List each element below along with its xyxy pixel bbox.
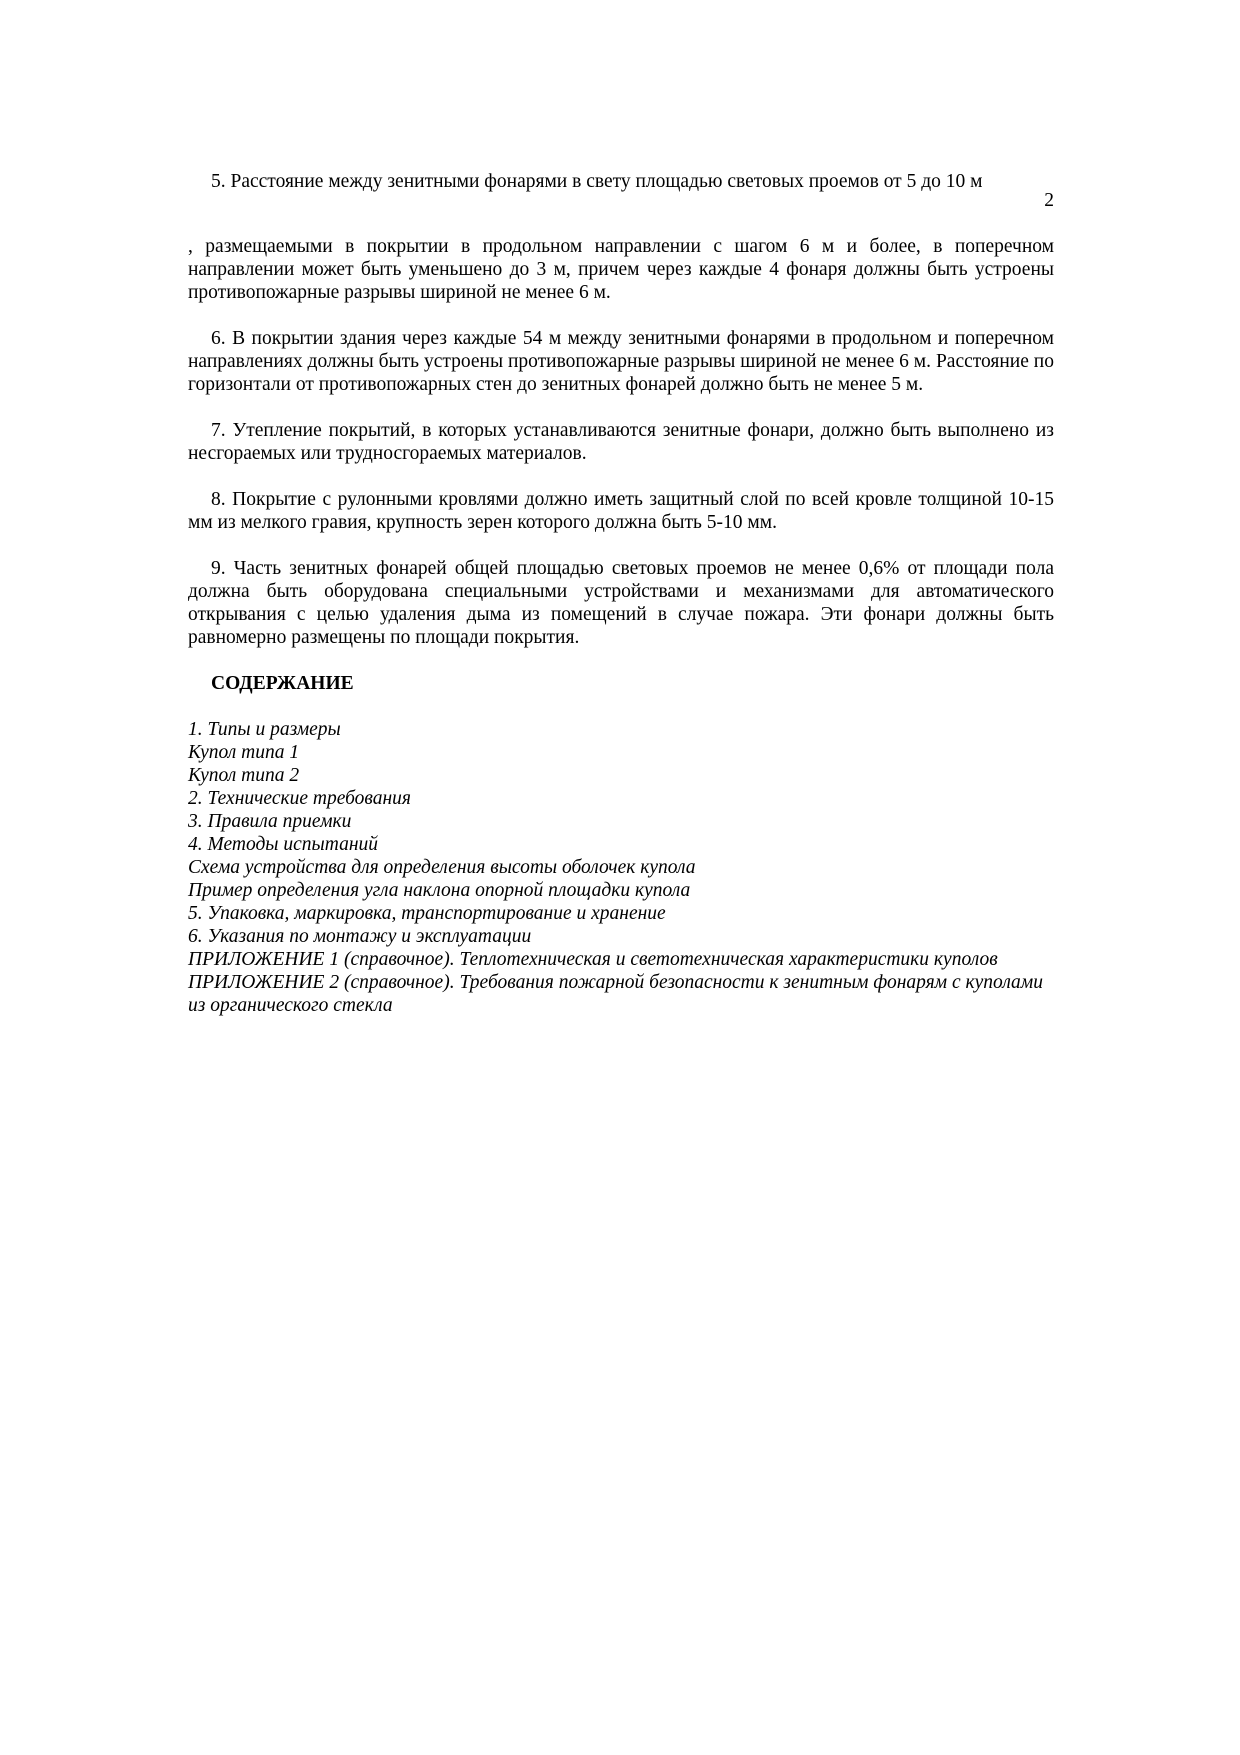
toc-item[interactable]: 2. Технические требования [188, 788, 411, 809]
toc-item[interactable]: 5. Упаковка, маркировка, транспортирование и хранение [188, 903, 666, 924]
paragraph-8: 8. Покрытие с рулонными кровлями должно иметь защитный слой по всей кровле толщиной 10-15 мм из мелкого гравия, крупность зерен которого должна быть 5-10 мм. [188, 489, 1054, 533]
paragraph-9: 9. Часть зенитных фонарей общей площадью световых проемов не менее 0,6% от площади пола должна быть оборудована специальными устройствами и механизмами для автоматического открывания с целью удаления дыма из помещений в случае пожара. Эти фонари должны быть равномерно размещены по площади покрытия. [188, 558, 1054, 648]
toc-item[interactable]: Купол типа 1 [188, 742, 300, 763]
toc-item[interactable]: ПРИЛОЖЕНИЕ 2 (справочное). Требования пожарной безопасности к зенитным фонарям с куполами из органического стекла [188, 972, 1044, 1016]
table-of-contents [188, 718, 1054, 1017]
paragraph-5-continuation: , размещаемыми в покрытии в продольном направлении с шагом 6 м и более, в поперечном направлении может быть уменьшено до 3 м, причем через каждые 4 фонаря должны быть устроены противопожарные разрывы шириной не менее 6 м. [188, 236, 1054, 303]
superscript-2: 2 [1044, 190, 1054, 211]
paragraph-7: 7. Утепление покрытий, в которых устанавливаются зенитные фонари, должно быть выполнено из несгораемых или трудносгораемых материалов. [188, 420, 1054, 464]
paragraph-6: 6. В покрытии здания через каждые 54 м между зенитными фонарями в продольном и поперечном направлениях должны быть устроены противопожарные разрывы шириной не менее 6 м. Расстояние по горизонтали от противопожарных стен до зенитных фонарей должно быть не менее 5 м. [188, 328, 1054, 395]
toc-item[interactable]: 6. Указания по монтажу и эксплуатации [188, 926, 532, 947]
toc-item[interactable]: ПРИЛОЖЕНИЕ 1 (справочное). Теплотехническая и светотехническая характеристики куполов [188, 949, 998, 970]
toc-item[interactable]: 3. Правила приемки [188, 811, 352, 832]
toc-item[interactable]: Пример определения угла наклона опорной площадки купола [188, 880, 691, 901]
page-body [188, 170, 1054, 1017]
toc-item[interactable]: 1. Типы и размеры [188, 719, 341, 740]
paragraph-5-first-line: 5. Расстояние между зенитными фонарями в свету площадью световых проемов от 5 до 10 м [211, 171, 983, 192]
toc-item[interactable]: 4. Методы испытаний [188, 834, 378, 855]
contents-heading: СОДЕРЖАНИЕ [211, 673, 354, 694]
toc-item[interactable]: Купол типа 2 [188, 765, 300, 786]
toc-item[interactable]: Схема устройства для определения высоты оболочек купола [188, 857, 696, 878]
